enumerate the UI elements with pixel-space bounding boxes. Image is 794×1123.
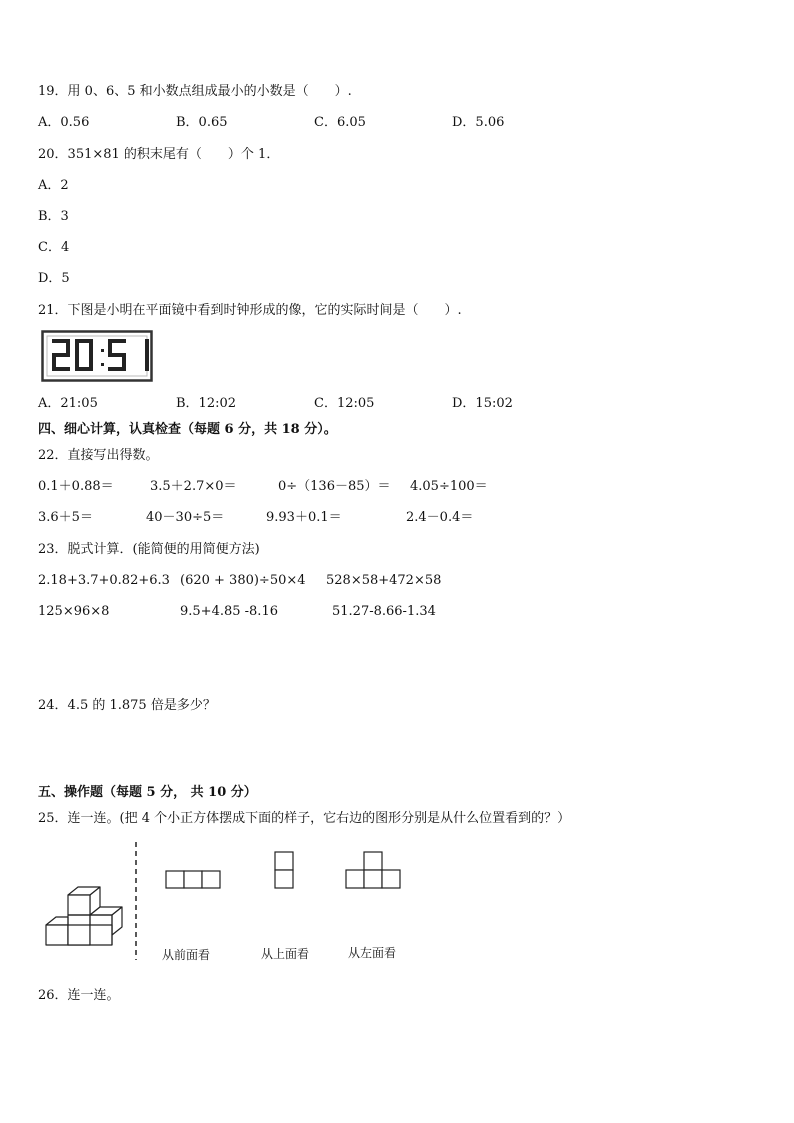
q23-expr: (620 + 380)÷50×4 (180, 573, 306, 588)
view-shape-front (165, 870, 223, 890)
q22-expr: 3.5＋2.7×0＝ (150, 479, 237, 494)
section-4-title: 四、细心计算，认真检查（每题 6 分，共 18 分）。 (38, 422, 337, 437)
mirror-clock-figure (41, 330, 153, 382)
q22-expr: 0.1＋0.88＝ (38, 479, 114, 494)
q23-expr: 528×58+472×58 (326, 573, 442, 588)
q22-expr: 2.4－0.4＝ (406, 510, 474, 525)
clock-colon-dot (101, 349, 104, 352)
q22-expr: 0÷（136－85）＝ (278, 479, 391, 494)
q19-stem: 19．用 0、6、5 和小数点组成最小的小数是（ ）. (38, 84, 352, 99)
label-top-view: 从上面看 (261, 947, 310, 961)
q22-stem: 22．直接写出得数。 (38, 448, 159, 463)
q23-stem: 23．脱式计算．(能简便的用简便方法) (38, 542, 260, 557)
q22-expr: 3.6＋5＝ (38, 510, 93, 525)
q20-option-c: C．4 (38, 240, 70, 255)
q24-stem: 24．4.5 的 1.875 倍是多少？ (38, 698, 216, 713)
view-shape-top (274, 851, 296, 889)
q26-stem: 26．连一连。 (38, 988, 120, 1003)
q19-option-c: C．6.05 (314, 115, 366, 130)
clock-colon-dot (101, 363, 104, 366)
label-front-view: 从前面看 (162, 948, 211, 962)
q21-option-c: C．12:05 (314, 396, 375, 411)
q21-option-a: A．21:05 (38, 396, 98, 411)
q19-option-d: D．5.06 (452, 115, 505, 130)
q23-expr: 9.5+4.85 -8.16 (180, 604, 278, 619)
clock-display-text: 20:51 (95, 362, 99, 363)
section-5-title: 五、操作题（每题 5 分， 共 10 分） (38, 785, 257, 800)
cube-stack-figure (44, 885, 124, 949)
q25-stem: 25．连一连。(把 4 个小正方体摆成下面的样子，它右边的图形分别是从什么位置看到的？） (38, 811, 571, 826)
view-shape-left (345, 851, 403, 889)
q21-option-b: B．12:02 (176, 396, 237, 411)
label-left-view: 从左面看 (348, 946, 397, 960)
q21-option-d: D．15:02 (452, 396, 513, 411)
q20-option-b: B．3 (38, 209, 69, 224)
q23-expr: 125×96×8 (38, 604, 110, 619)
q19-option-b: B．0.65 (176, 115, 228, 130)
q20-option-d: D．5 (38, 271, 70, 286)
q20-option-a: A．2 (38, 178, 69, 193)
q20-stem: 20．351×81 的积末尾有（ ）个 1． (38, 147, 280, 162)
q23-expr: 51.27-8.66-1.34 (332, 604, 436, 619)
dashed-divider (130, 842, 142, 962)
q23-expr: 2.18+3.7+0.82+6.3 (38, 573, 170, 588)
q19-option-a: A．0.56 (38, 115, 90, 130)
q21-stem: 21．下图是小明在平面镜中看到时钟形成的像，它的实际时间是（ ）. (38, 303, 462, 318)
q22-expr: 9.93＋0.1＝ (266, 510, 342, 525)
q22-expr: 4.05÷100＝ (410, 479, 488, 494)
q22-expr: 40－30÷5＝ (146, 510, 225, 525)
